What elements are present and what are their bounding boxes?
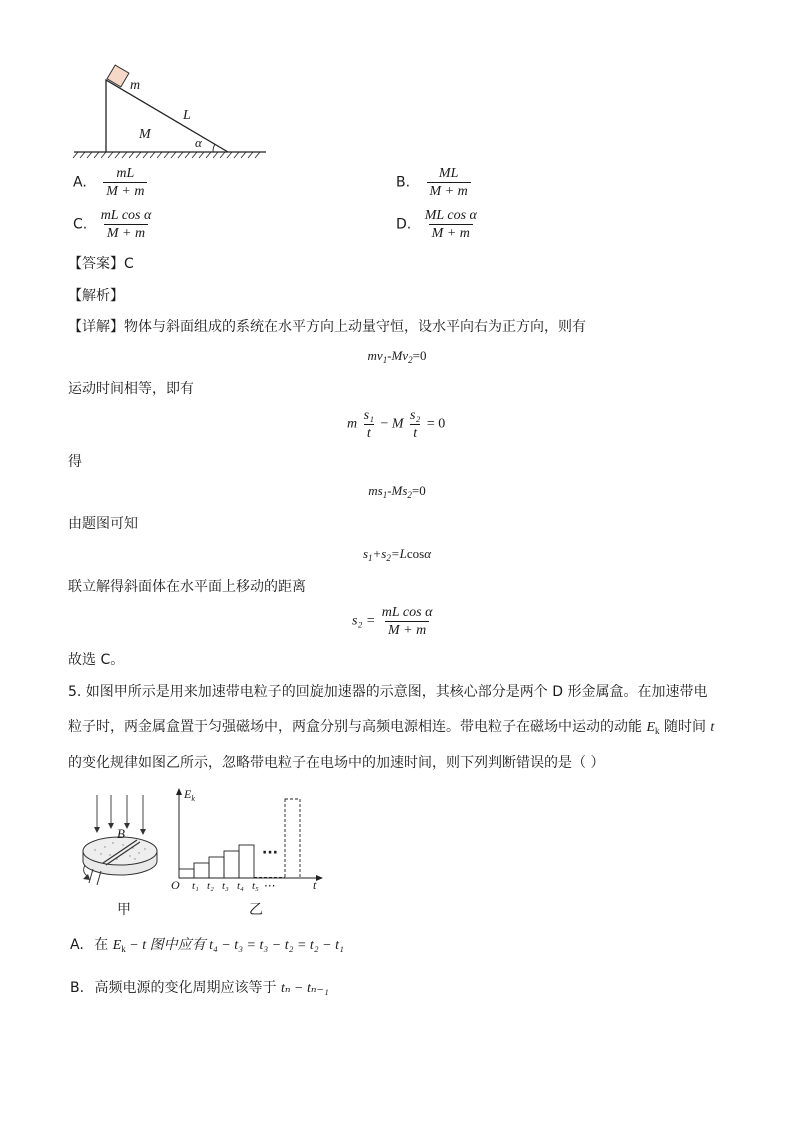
caption-right: 乙 (249, 902, 263, 918)
eq4-term-b: +s (372, 546, 387, 561)
option-d (396, 207, 480, 242)
detail-tag: 【详解】 (68, 319, 124, 335)
answer-line (68, 254, 134, 274)
q5-option-a-pre: 在 (94, 937, 113, 953)
option-b (396, 165, 471, 200)
option-d-denominator: M + m (429, 224, 473, 242)
equation-momentum (0, 348, 794, 365)
eq3-term-c: =0 (411, 483, 426, 498)
tick-t1: t₁ (192, 880, 199, 892)
eq4-alpha: α (424, 546, 432, 561)
option-b-fraction (427, 165, 471, 200)
q5-ek-sub: k (655, 726, 660, 736)
graph-x-label: t (313, 878, 317, 892)
ek-bars (179, 799, 300, 878)
eq2-M: M (391, 416, 404, 432)
option-c-numerator: mL cos α (100, 208, 152, 223)
q5-option-a-E: E (112, 938, 122, 953)
eq2-den-2: t (410, 424, 420, 442)
eq2-equals: = 0 (426, 416, 446, 432)
eq5-denominator: M + m (385, 621, 429, 639)
q5-option-a-mid: − t 图中应有 (125, 938, 210, 953)
q5-option-a (70, 935, 344, 959)
wedge-mass-label: M (139, 127, 151, 142)
incline-length-label: L (183, 108, 191, 123)
eq2-minus: − (380, 416, 392, 432)
ek-step-n (285, 799, 300, 878)
graph-y-sub: k (191, 794, 195, 803)
q5-option-a-k: k (121, 944, 126, 954)
eq3-sub-2: 2 (407, 490, 412, 500)
option-c-denominator: M + m (104, 224, 148, 242)
eq2-den-1: t (364, 424, 374, 442)
equation-displacement (0, 483, 794, 500)
detail-line-1-text: 物体与斜面组成的系统在水平方向上动量守恒，设水平向右为正方向，则有 (124, 319, 586, 335)
eq5-fraction (379, 604, 436, 639)
q5-ek-symbol: E (646, 720, 656, 735)
option-a-letter: A. (73, 174, 87, 191)
eq2-m: m (347, 416, 358, 432)
option-a (73, 165, 147, 200)
eq3-term-b: -Ms (387, 483, 408, 498)
q5-option-b-letter: B. (70, 980, 85, 996)
detail-line-2: 运动时间相等，即有 (68, 381, 194, 397)
detail-line-4: 由题图可知 (68, 516, 138, 532)
field-label-B: B (117, 826, 125, 841)
graph-origin-label: O (171, 878, 180, 892)
option-c-letter: C. (73, 216, 88, 233)
tick-t5: t₅ (252, 880, 259, 892)
option-a-denominator: M + m (103, 182, 147, 200)
q5-option-b (70, 978, 329, 999)
option-d-letter: D. (396, 216, 412, 233)
option-b-denominator: M + m (427, 182, 471, 200)
analysis-tag: 【解析】 (68, 288, 124, 304)
ek-step-4 (224, 851, 239, 878)
tick-t3: t₃ (222, 880, 229, 892)
eq3-sub-1: 1 (382, 490, 388, 500)
graph-y-label (184, 787, 195, 803)
eq1-sub-2: 2 (408, 355, 413, 365)
eq2-num-2: s₂ (410, 408, 421, 423)
detail-line-1 (68, 317, 586, 337)
caption-left: 甲 (117, 902, 131, 918)
q5-option-a-expr: t₄ − t₃ = t₃ − t₂ = t₂ − t₁ (209, 938, 344, 953)
eq2-fraction-1 (361, 407, 377, 442)
equation-time (347, 407, 445, 442)
option-d-fraction (422, 207, 480, 242)
eq5-lhs: s₂ = (352, 613, 376, 629)
eq1-term-c: =0 (412, 348, 427, 363)
graph-y-symbol: E (184, 787, 192, 801)
eq4-sub-2: 2 (386, 553, 391, 563)
ek-step-5 (239, 845, 254, 878)
ek-step-1 (179, 869, 194, 878)
detail-line-6: 故选 C。 (68, 652, 125, 668)
block-mass-label: m (130, 78, 141, 93)
q5-option-a-letter: A. (70, 937, 84, 953)
answer-tag: 【答案】 (68, 256, 124, 272)
option-c (73, 207, 154, 242)
eq4-sub-1: 1 (368, 553, 373, 563)
option-d-numerator: ML cos α (424, 208, 477, 223)
eq4-term-c: =L (390, 546, 407, 561)
tick-t2: t₂ (207, 880, 214, 892)
q5-t-symbol: t (710, 720, 715, 735)
eq1-term-b: -Mv (387, 348, 409, 363)
option-b-numerator: ML (438, 166, 459, 181)
graph-dots-bottom: ··· (264, 879, 276, 893)
incline-figure (70, 60, 270, 160)
option-a-numerator: mL (116, 166, 135, 181)
q5-line-2-text: 粒子时，两金属盒置于匀强磁场中，两盒分别与高频电源相连。带电粒子在磁场中运动的动能 (68, 719, 647, 735)
eq1-term-a: mv (367, 348, 383, 363)
eq1-sub-1: 1 (382, 355, 388, 365)
option-a-fraction (103, 165, 147, 200)
q5-line-2-text-b: 随时间 (659, 719, 711, 735)
eq2-num-1: s₁ (363, 408, 374, 423)
q5-line-2 (68, 717, 714, 741)
option-c-fraction (98, 207, 155, 242)
angle-label: α (195, 135, 202, 150)
eq5-numerator: mL cos α (381, 605, 433, 620)
option-b-letter: B. (396, 174, 411, 191)
q5-option-b-pre: 高频电源的变化周期应该等于 (94, 980, 281, 996)
eq4-term-a: s (362, 546, 369, 561)
eq2-fraction-2 (407, 407, 423, 442)
eq3-term-a: ms (368, 483, 383, 498)
q5-line-3: 的变化规律如图乙所示，忽略带电粒子在电场中的加速时间，则下列判断错误的是（ ） (68, 755, 605, 771)
tick-t4: t₄ (237, 880, 244, 892)
detail-line-5: 联立解得斜面体在水平面上移动的距离 (68, 579, 306, 595)
cyclotron-figure (75, 793, 165, 891)
graph-dots-top: ··· (262, 845, 278, 861)
ek-step-2 (194, 863, 209, 878)
q5-option-b-expr: tₙ − tₙ₋₁ (280, 981, 329, 996)
equation-result (352, 604, 435, 639)
ek-step-3 (209, 857, 224, 878)
detail-line-3: 得 (68, 454, 82, 470)
equation-geometry (0, 546, 794, 563)
q5-line-1: 5. 如图甲所示是用来加速带电粒子的回旋加速器的示意图，其核心部分是两个 D 形金属盒。在加速带电 (68, 684, 708, 700)
eq4-cos: cos (406, 546, 425, 561)
answer-value: C (124, 256, 134, 272)
